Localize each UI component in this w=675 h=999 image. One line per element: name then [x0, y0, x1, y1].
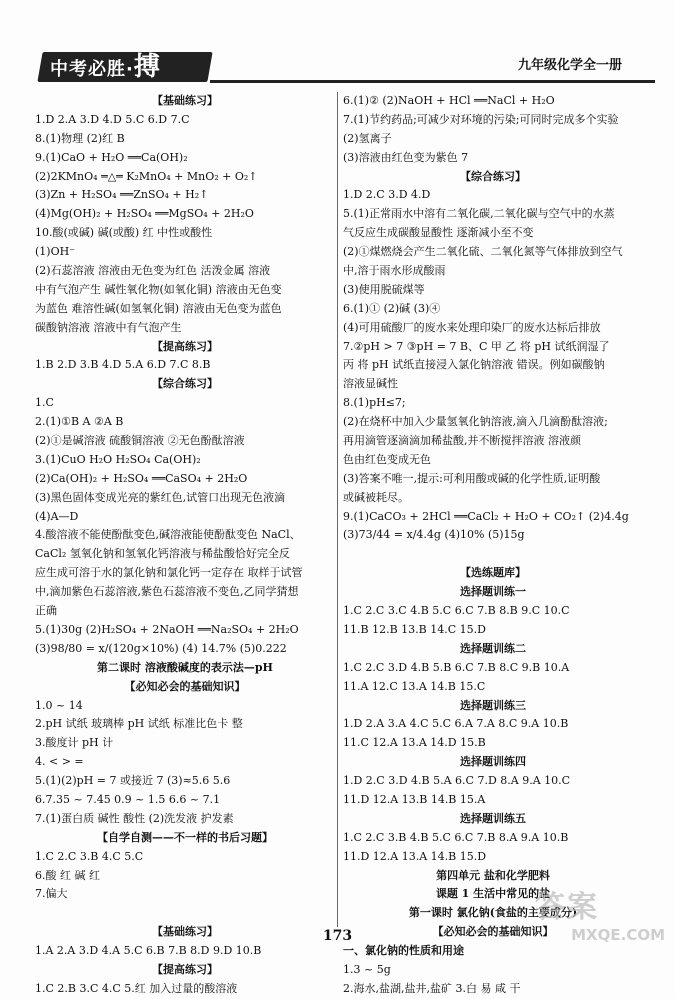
header-rule	[210, 80, 655, 83]
section-heading: 【选练题库】	[460, 566, 526, 580]
answer-line: 1.C 2.C 3.D 4.B 5.B 6.C 7.B 8.C 9.B 10.A	[343, 660, 570, 674]
watermark-line1: 答案	[535, 890, 599, 925]
answer-line	[343, 545, 643, 564]
answer-line: 9.(1)CaCO₃ + 2HCl ══CaCl₂ + H₂O + CO₂↑ (2)4.4g	[343, 509, 629, 523]
answer-line: 1.C	[35, 396, 54, 410]
answer-line: 7.(1)蛋白质 碱性 酸性 (2)洗发液 护发素	[35, 811, 234, 825]
answer-line: 应生成可溶于水的氯化钠和氯化钙一定存在 取样于试管	[35, 566, 303, 580]
section-heading: 选择题训练五	[460, 811, 526, 825]
answer-line: (2)①是碱溶液 硫酸铜溶液 ②无色酚酞溶液	[35, 434, 245, 448]
section-heading: 第二课时 溶液酸碱度的表示法—pH	[97, 660, 273, 674]
answer-line: 1.D 2.A 3.D 4.D 5.C 6.D 7.C	[35, 112, 190, 126]
section-heading: 第四单元 盐和化学肥料	[436, 868, 550, 882]
answer-line: 1.C 2.B 3.C 4.C 5.红 加入过量的酸溶液	[35, 981, 238, 995]
section-heading: 【提高练习】	[152, 962, 218, 976]
section-heading: 【综合练习】	[152, 377, 218, 391]
section-heading: 第一课时 氯化钠(食盐的主要成分)	[408, 906, 578, 920]
answer-line: 7.偏大	[35, 887, 68, 901]
answer-line: 碳酸钠溶液 溶液中有气泡产生	[35, 320, 182, 334]
section-heading: 【必知必会的基础知识】	[432, 925, 554, 939]
answer-line: (2)石蕊溶液 溶液由无色变为红色 活泼金属 溶液	[35, 264, 271, 278]
answer-line: 正确	[35, 604, 57, 618]
answer-line: (4)可用硫酸厂的废水来处理印染厂的废水达标后排放	[343, 320, 601, 334]
answer-line: (2)氢离子	[343, 131, 392, 145]
answer-line: (1)OH⁻	[35, 245, 75, 259]
answer-line: 7.②pH > 7 ③pH = 7 B、C 甲 乙 将 pH 试纸润湿了	[343, 339, 610, 353]
grade-label: 九年级化学全一册	[517, 58, 622, 73]
section-heading: 课题 1 生活中常见的盐	[435, 887, 551, 901]
answer-line: 1.B 2.D 3.B 4.D 5.A 6.D 7.C 8.B	[35, 358, 211, 372]
answer-line: 1.D 2.C 3.D 4.B 5.A 6.C 7.D 8.A 9.A 10.C	[343, 774, 571, 788]
answer-line: (3)使用脱硫煤等	[343, 282, 425, 296]
answer-line: 11.A 12.C 13.A 14.B 15.C	[343, 679, 486, 693]
answer-line: 4. < > =	[35, 755, 84, 769]
answer-line: 1.3 ~ 5g	[343, 962, 391, 976]
answer-line: 5.(1)正常雨水中溶有二氧化碳,二氧化碳与空气中的水蒸	[343, 207, 615, 221]
brand-title	[50, 53, 161, 81]
answer-line: 1.0 ~ 14	[35, 698, 83, 712]
answer-line: 1.D 2.C 3.D 4.D	[343, 188, 431, 202]
answer-line: 溶液显碱性	[343, 377, 398, 391]
answer-line: (3)溶液由红色变为紫色 7	[343, 150, 469, 164]
answer-line: 中,滴加紫色石蕊溶液,紫色石蕊溶液不变色,乙同学猜想	[35, 585, 299, 599]
answer-line: 6.7.35 ~ 7.45 0.9 ~ 1.5 6.6 ~ 7.1	[35, 792, 221, 806]
section-heading: 【综合练习】	[460, 169, 526, 183]
answer-line: 2.(1)①B A ②A B	[35, 415, 124, 429]
answer-line: 3.酸度计 pH 计	[35, 736, 114, 750]
section-heading: 【基础练习】	[152, 94, 218, 107]
answer-line: CaCl₂ 氢氧化钠和氢氧化钙溶液与稀盐酸恰好完全反	[35, 547, 290, 561]
answer-line: 2.pH 试纸 玻璃棒 pH 试纸 标准比色卡 整	[35, 717, 243, 731]
answer-line: 7.(1)节约药品;可减少对环境的污染;可同时完成多个实验	[343, 112, 619, 126]
answer-line: 再用滴管逐滴滴加稀盐酸,并不断搅拌溶液 溶液颜	[343, 434, 581, 448]
answer-line: 1.D 2.A 3.A 4.C 5.C 6.A 7.A 8.C 9.A 10.B	[343, 717, 569, 731]
page-header	[0, 0, 675, 92]
answer-line: 6.酸 红 碱 红	[35, 868, 100, 882]
watermark-line2: MXQE.COM	[571, 926, 665, 944]
column-divider	[337, 92, 338, 927]
answer-line: 11.D 12.A 13.A 14.B 15.D	[343, 849, 487, 863]
answer-line: 8.(1)物理 (2)红 B	[35, 131, 125, 145]
answer-line: 中有气泡产生 碱性氧化物(如氧化铜) 溶液由无色变	[35, 282, 282, 296]
answer-line: 11.D 12.A 13.B 14.B 15.A	[343, 792, 486, 806]
answer-line: 2.海水,盐湖,盐井,盐矿 3.白 易 咸 干	[343, 981, 521, 995]
answer-line: (2)在烧杯中加入少量氢氧化钠溶液,滴入几滴酚酞溶液;	[343, 415, 608, 429]
section-heading: 选择题训练四	[460, 755, 526, 769]
answer-line: (3)答案不唯一,提示:可利用酸或碱的化学性质,证明酸	[343, 471, 601, 485]
answer-line	[35, 904, 335, 923]
answer-line: 1.A 2.A 3.D 4.A 5.C 6.B 7.B 8.D 9.D 10.B	[35, 944, 262, 958]
answer-line: 气反应生成碳酸显酸性 逐渐减小至不变	[343, 226, 534, 240]
answer-line: 8.(1)pH≤7;	[343, 396, 406, 410]
section-heading: 【提高练习】	[152, 339, 218, 353]
section-heading: 【必知必会的基础知识】	[124, 679, 246, 693]
answer-line: 9.(1)CaO + H₂O ══Ca(OH)₂	[35, 150, 188, 164]
section-heading: 选择题训练一	[460, 585, 526, 599]
answer-line: 5.(1)(2)pH = 7 或接近 7 (3)≈5.6 5.6	[35, 774, 231, 788]
brand-bold: 搏	[133, 52, 161, 82]
answer-line: 或碱被耗尽。	[343, 490, 409, 504]
section-heading: 【自学自测——不一样的书后习题】	[97, 830, 273, 844]
answer-line: 11.C 12.A 13.A 14.D 15.B	[343, 736, 486, 750]
answer-line: 10.酸(或碱) 碱(或酸) 红 中性或酸性	[35, 226, 213, 240]
answer-line: 1.C 2.C 3.C 4.B 5.C 6.C 7.B 8.B 9.C 10.C	[343, 604, 570, 618]
answer-line: 5.(1)30g (2)H₂SO₄ + 2NaOH ══Na₂SO₄ + 2H₂O	[35, 622, 299, 636]
answer-line: 丙 将 pH 试纸直接浸入氯化钠溶液 错误。例如碳酸钠	[343, 358, 605, 372]
answer-line: (2)Ca(OH)₂ + H₂SO₄ ══CaSO₄ + 2H₂O	[35, 471, 248, 485]
answer-line: (3)黑色固体变成光亮的紫红色,试管口出现无色液滴	[35, 490, 286, 504]
section-heading: 【基础练习】	[152, 925, 218, 939]
answer-line: 6.(1)① (2)碱 (3)④	[343, 301, 441, 315]
brand-main: 中考必胜·	[50, 59, 134, 80]
answer-line: 6.(1)② (2)NaOH + HCl ══NaCl + H₂O	[343, 94, 555, 107]
answer-line: 3.(1)CuO H₂O H₂SO₄ Ca(OH)₂	[35, 452, 201, 466]
answer-line: (3)98/80 = x/(120g×10%) (4) 14.7% (5)0.222	[35, 641, 287, 655]
answer-line: (2)2KMnO₄ ═△═ K₂MnO₄ + MnO₂ + O₂↑	[35, 169, 258, 183]
answer-line: (3)Zn + H₂SO₄ ══ZnSO₄ + H₂↑	[35, 188, 209, 202]
page-number: 173	[322, 928, 353, 944]
answer-line: 11.B 12.B 13.B 14.C 15.D	[343, 622, 486, 636]
answer-line: 1.C 2.C 3.B 4.B 5.C 6.C 7.B 8.A 9.A 10.B	[343, 830, 569, 844]
answer-line: 色由红色变成无色	[343, 452, 431, 466]
section-heading: 选择题训练三	[460, 698, 526, 712]
answer-line: 1.C 2.C 3.B 4.C 5.C	[35, 849, 144, 863]
answer-line: 一、氯化钠的性质和用途	[343, 944, 464, 958]
answer-line: (2)①煤燃烧会产生二氧化硫、二氧化氮等气体排放到空气	[343, 245, 623, 259]
section-heading: 选择题训练二	[460, 641, 526, 655]
right-column	[343, 92, 643, 999]
answer-line: (4)Mg(OH)₂ + H₂SO₄ ══MgSO₄ + 2H₂O	[35, 207, 254, 221]
left-column	[35, 92, 335, 999]
answer-line: (4)A—D	[35, 509, 79, 523]
answer-line: 中,溶于雨水形成酸雨	[343, 264, 446, 278]
answer-line: 4.酸溶液不能使酚酞变色,碱溶液能使酚酞变色 NaCl、	[35, 528, 301, 542]
answer-line: (3)73/44 = x/4.4g (4)10% (5)15g	[343, 528, 525, 542]
answer-line: 为蓝色 难溶性碱(如氢氧化铜) 溶液由无色变为蓝色	[35, 301, 282, 315]
